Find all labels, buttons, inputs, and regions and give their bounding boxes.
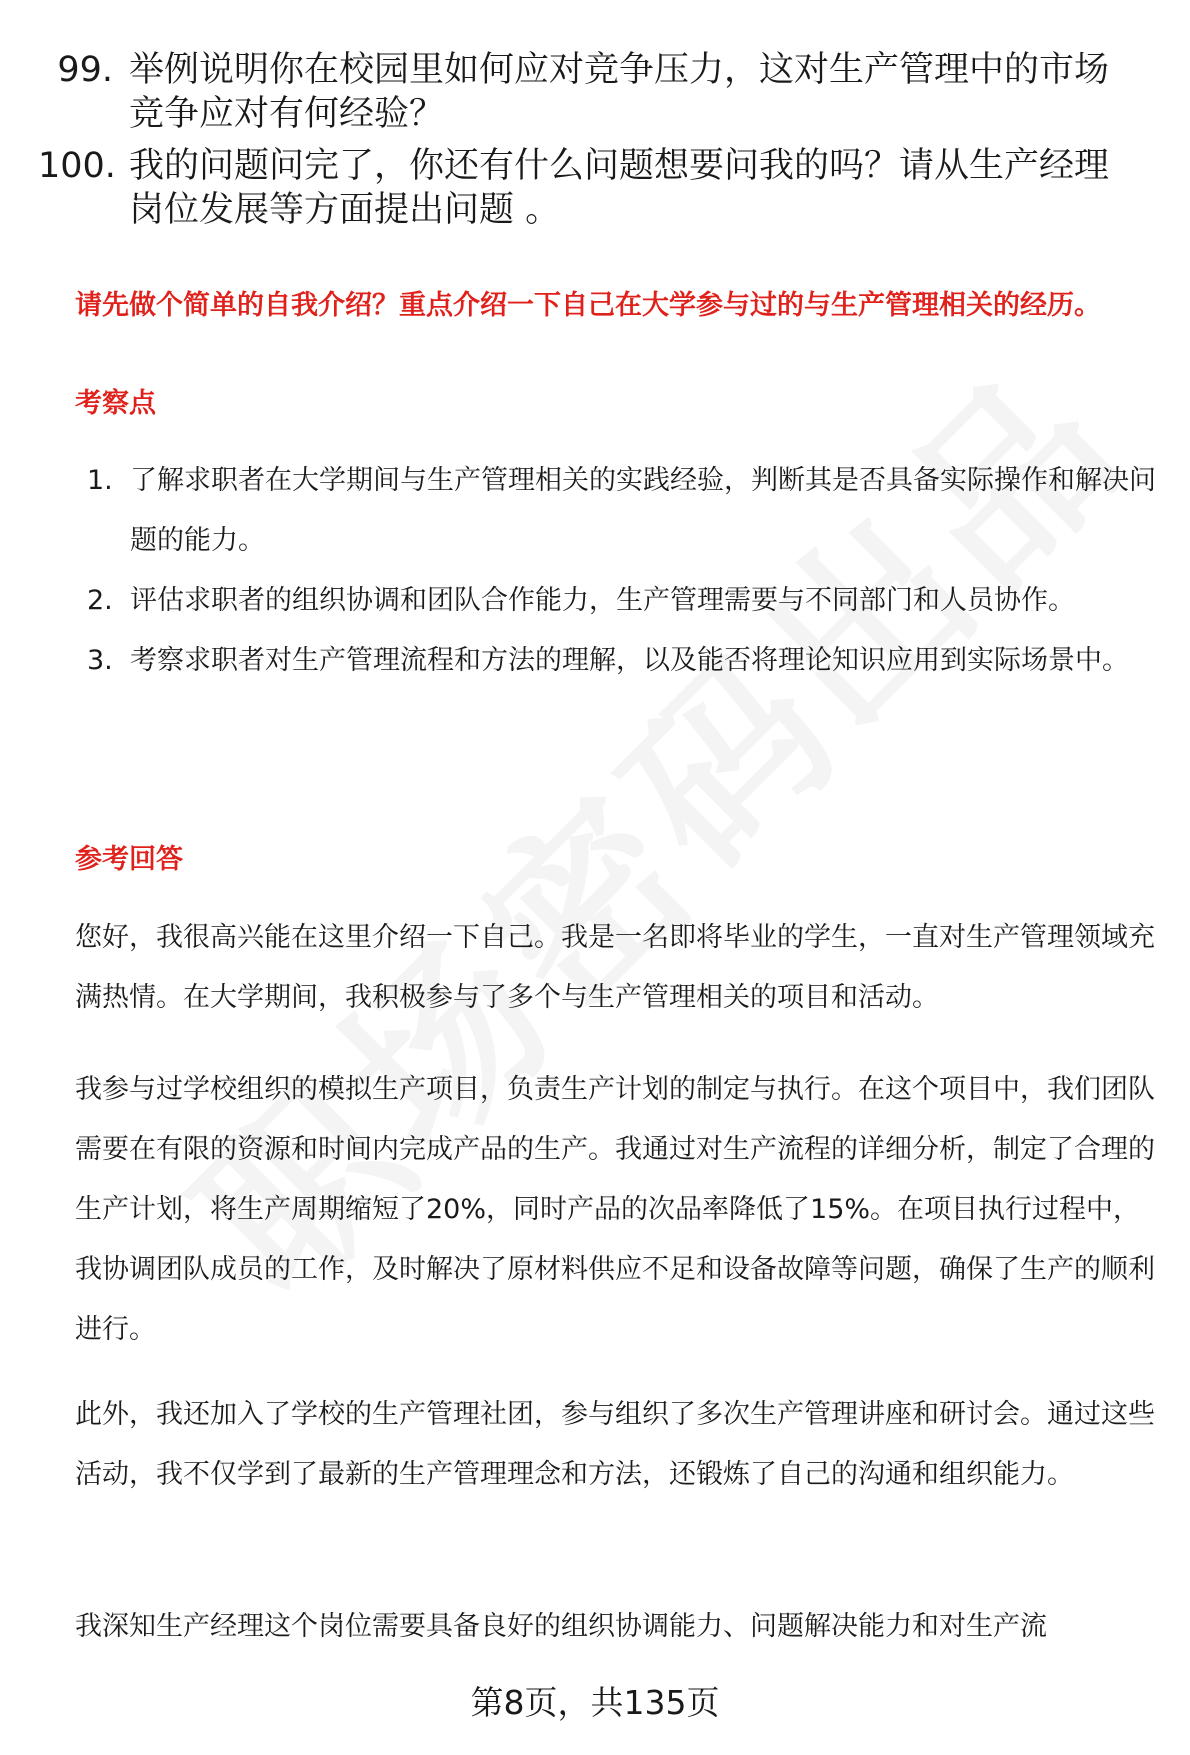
list-item-number: 2.: [87, 585, 113, 616]
list-item: [75, 571, 1165, 631]
focus-heading: 考察点: [75, 388, 156, 419]
question-text: 我的问题问完了，你还有什么问题想要问我的吗？请从生产经理岗位发展等方面提出问题 。: [129, 146, 1110, 230]
list-item: [75, 631, 1165, 691]
page-number: 第8页，共135页: [470, 1683, 720, 1722]
question-number: 100.: [38, 146, 116, 186]
list-item-text: 了解求职者在大学期间与生产管理相关的实践经验，判断其是否具备实际操作和解决问题的能力。: [130, 465, 1156, 556]
answer-heading: 参考回答: [75, 844, 183, 875]
list-item-text: 考察求职者对生产管理流程和方法的理解，以及能否将理论知识应用到实际场景中。: [130, 645, 1129, 676]
answer-paragraph: 我参与过学校组织的模拟生产项目，负责生产计划的制定与执行。在这个项目中，我们团队需要在有限的资源和时间内完成产品的生产。我通过对生产流程的详细分析，制定了合理的生产计划，将生产周期缩短了20%，同时产品的次品率降低了15%。在项目执行过程中，我协调团队成员的工作，及时解决了原材料供应不足和设备故障等问题，确保了生产的顺利进行。: [75, 1074, 1155, 1345]
answer-paragraph: 我深知生产经理这个岗位需要具备良好的组织协调能力、问题解决能力和对生产流: [75, 1611, 1047, 1642]
focus-list: [75, 451, 1165, 691]
list-item-number: 1.: [87, 465, 113, 496]
answer-paragraph: 此外，我还加入了学校的生产管理社团，参与组织了多次生产管理讲座和研讨会。通过这些活动，我不仅学到了最新的生产管理理念和方法，还锻炼了自己的沟通和组织能力。: [75, 1399, 1155, 1490]
list-item-number: 3.: [87, 645, 113, 676]
question-item: [38, 48, 1158, 136]
answer-paragraph: 您好，我很高兴能在这里介绍一下自己。我是一名即将毕业的学生，一直对生产管理领域充满热情。在大学期间，我积极参与了多个与生产管理相关的项目和活动。: [75, 922, 1155, 1013]
list-item: [75, 451, 1165, 571]
question-number: 99.: [57, 50, 113, 90]
question-item: [38, 144, 1158, 232]
list-item-text: 评估求职者的组织协调和团队合作能力，生产管理需要与不同部门和人员协作。: [130, 585, 1075, 616]
section-question-heading: 请先做个简单的自我介绍？重点介绍一下自己在大学参与过的与生产管理相关的经历。: [75, 290, 1101, 321]
question-text: 举例说明你在校园里如何应对竞争压力，这对生产管理中的市场竞争应对有何经验？: [129, 50, 1110, 134]
